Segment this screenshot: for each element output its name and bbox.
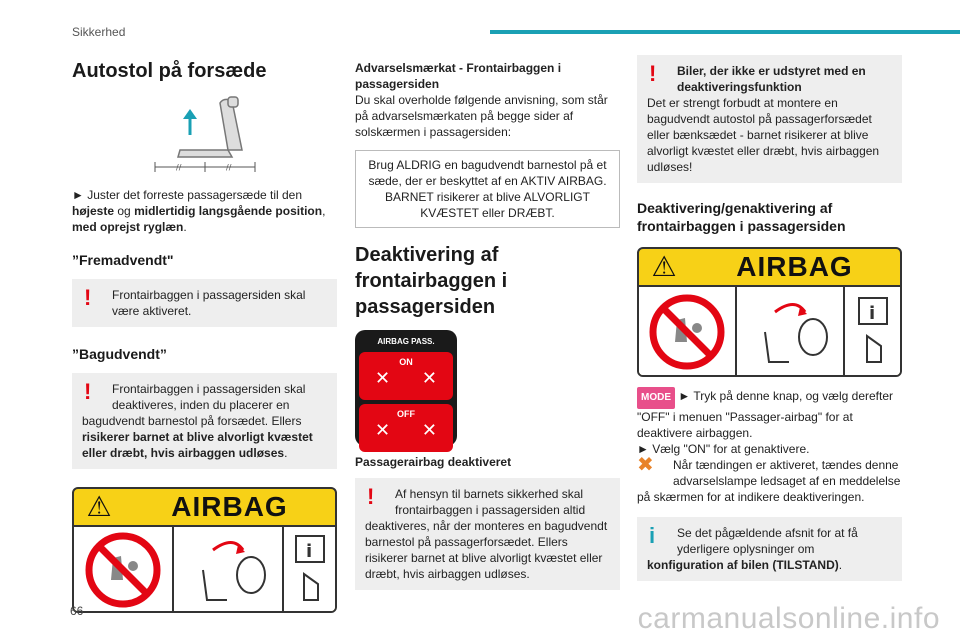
forward-facing-heading: ”Fremadvendt" [72,252,174,268]
off-indicator: OFF ✕ ✕ [359,404,453,452]
adjust-instruction: ► Juster det forreste passagersæde til den højeste og midlertidig langsgående position, med oprejst ryglæn. [72,188,326,234]
mode-button-icon: MODE [637,387,675,409]
section-header: Sikkerhed [72,25,126,39]
warning-icon: ! [367,484,375,509]
airbag-warning-label: ⚠ AIRBAG i [72,487,337,613]
no-rear-seat-icon [639,287,737,377]
page-title: Autostol på forsæde [72,60,267,82]
warning-icon: ! [84,379,92,404]
lamp-note: ✖ Når tændingen er aktiveret, tændes denne advarselslampe ledsaget af en meddelelse på skærmen for at indikere deaktiveringen. [637,454,901,504]
label-text: Du skal overholde følgende anvisning, som står på advarselsmærkaten på begge sider af solskærmen i passagersiden: [355,93,608,139]
svg-text:i: i [868,303,875,324]
info-box: i Se det pågældende afsnit for at få yderligere oplysninger om konfiguration af bilen (TILSTAND). [637,517,902,581]
passenger-icon: ✕ [421,368,437,388]
warning-box: ! Biler, der ikke er udstyret med en deaktiveringsfunktion Det er strengt forbudt at montere en bagudvendt autostol på passagerforsædet eller bænksædet - barnet risikerer at blive alvorligt kvæstet eller dræbt, hvis airbaggen udløses! [637,55,902,183]
warning-triangle-icon: ⚠ [651,251,677,282]
svg-text:i: i [305,541,312,562]
lamp-caption: Passagerairbag deaktiveret [355,455,512,469]
airbag-deploy-icon [174,527,284,613]
info-icon: i [649,523,656,548]
column-3 [637,55,902,581]
manual-icon [284,527,335,613]
svg-text://: // [176,163,182,172]
rear-facing-heading: ”Bagudvendt” [72,346,167,362]
page-number: 66 [70,604,84,618]
watermark: carmanualsonline.info [637,602,940,635]
no-rear-seat-icon [74,527,174,613]
seat-icon [150,95,260,175]
airbag-pass-lamp: AIRBAG PASS. ON ✕ ✕ OFF ✕ ✕ [355,330,457,446]
on-indicator: ON ✕ ✕ [359,352,453,400]
seat-adjust-illustration [150,95,260,175]
warning-notice: Brug ALDRIG en bagudvendt barnestol på et sæde, der er beskyttet af en AKTIV AIRBAG. BARNET risikerer at blive ALVORLIGT KVÆSTET eller DRÆBT. [355,150,620,228]
warning-box: ! Frontairbaggen i passagersiden skal være aktiveret. [72,279,337,327]
column-1 [72,55,337,613]
airbag-warning-label: ⚠ AIRBAG i [637,247,902,377]
reactivate-step: ► Vælg "ON" for at genaktivere. [637,442,810,456]
child-seat-icon: ✕ [375,368,391,388]
warning-icon: ! [649,61,657,86]
deactivation-heading: Deaktivering af frontairbaggen i passagersiden [355,244,508,318]
label-heading: Advarselsmærkat - Frontairbaggen i passagersiden [355,61,562,91]
mode-step: MODE ► Tryk på denne knap, og vælg derefter "OFF" i menuen "Passager-airbag" for at deaktivere airbaggen. [637,389,894,440]
warning-icon: ! [84,285,92,310]
warning-box: ! Af hensyn til barnets sikkerhed skal frontairbaggen i passagersiden altid deaktiveres, når der monteres en bagudvendt barnestol på passagerforsædet. Ellers risikerer barnet at blive alvorligt kvæstet eller dræbt, hvis airbaggen udløses. [355,478,620,590]
manual-icon [845,287,900,377]
svg-text://: // [226,163,232,172]
airbag-off-lamp-icon: ✖ [637,454,654,476]
column-2 [355,60,620,590]
header-accent-bar [490,30,960,34]
child-seat-icon: ✕ [421,420,437,440]
warning-triangle-icon: ⚠ [86,491,112,522]
airbag-deploy-icon [737,287,845,377]
no-airbag-icon: ✕ [375,420,391,440]
warning-box: ! Frontairbaggen i passagersiden skal deaktiveres, inden du placerer en bagudvendt barnestol på forsædet. Ellers risikerer barnet at blive alvorligt kvæstet eller dræbt, hvis airbaggen udløses. [72,373,337,469]
reactivation-heading: Deaktivering/genaktivering af frontairbaggen i passagersiden [637,200,846,234]
